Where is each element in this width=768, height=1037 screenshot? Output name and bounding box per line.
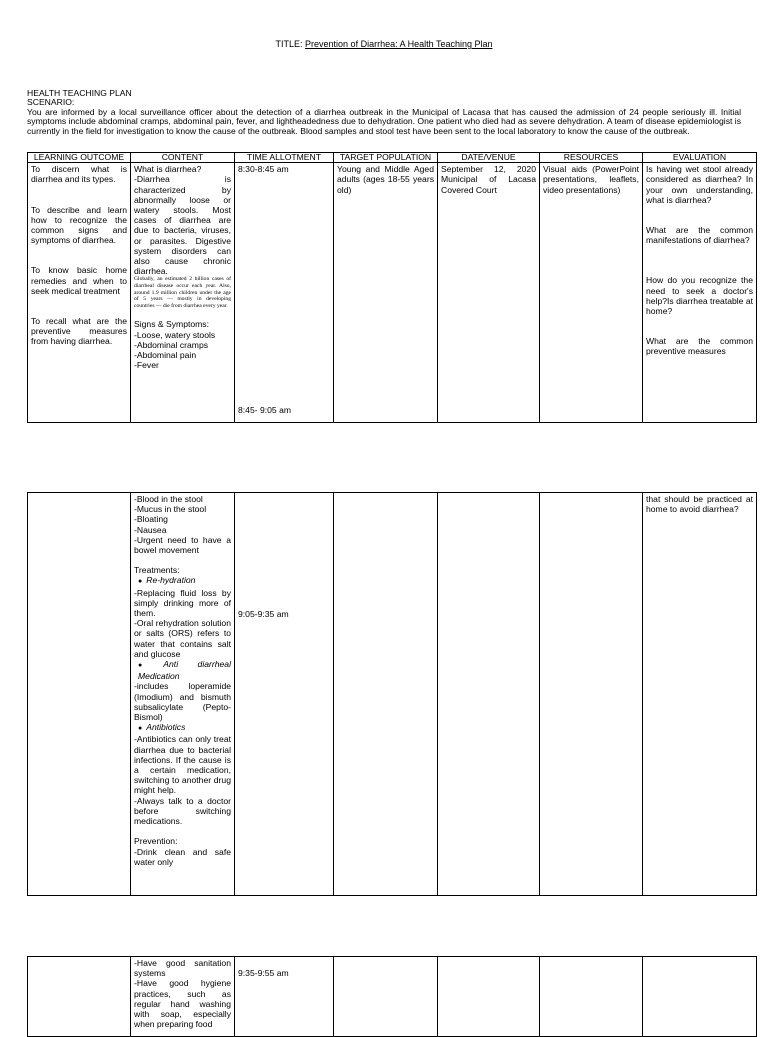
sign-item: -Bloating — [134, 514, 168, 525]
header-target-population: TARGET POPULATION — [334, 153, 438, 163]
learning-outcome-cell — [28, 957, 131, 1037]
sign-item: -Loose, watery stools — [134, 329, 216, 340]
learning-outcome-cell — [28, 493, 131, 896]
teaching-plan-table-page3 — [27, 956, 757, 1037]
header-content: CONTENT — [131, 153, 235, 163]
content-cell — [131, 163, 235, 423]
prevention-item: -Drink clean and safe water only — [134, 846, 231, 867]
title-value: Prevention of Diarrhea: A Health Teaching Plan — [305, 39, 493, 49]
evaluation-cell — [643, 163, 757, 423]
date-venue-cell — [438, 957, 540, 1037]
time-slot: 9:05-9:35 am — [238, 609, 289, 619]
evaluation-item: Is having wet stool already considered as diarrhea? In your own understanding, what is diarrhea? — [646, 164, 753, 205]
intro-section — [27, 89, 741, 136]
sign-item: -Abdominal pain — [134, 350, 197, 361]
teaching-plan-table-page2 — [27, 492, 757, 896]
resources-cell — [540, 493, 643, 896]
sign-item: -Abdominal cramps — [134, 339, 209, 350]
content-definition: -Diarrhea is characterized by abnormally loose or watery stools. Most cases of diarrhea are due to bacteria, viruses, or parasites. Digestive system disorders can also cause chronic diarrhea. — [134, 174, 231, 277]
sign-item: -Blood in the stool — [134, 494, 203, 504]
scenario-label: SCENARIO: — [27, 97, 75, 108]
treatment-text: -Oral rehydration solution or salts (ORS) refers to water that contains salt and glucose — [134, 618, 231, 659]
teaching-plan-table-page1 — [27, 152, 757, 423]
header-resources: RESOURCES — [540, 153, 643, 163]
time-allotment-cell — [235, 493, 334, 896]
content-global-stats: Globally, an estimated 2 billion cases of diarrheal disease occur each year. Also, around 1.9 million children under the age of 5 years — mostly in developing countries — die from diarrhea every year. — [134, 276, 231, 309]
treatments-heading: Treatments: — [134, 565, 180, 576]
time-slot: 8:45- 9:05 am — [238, 405, 292, 416]
evaluation-item: What are the common preventive measures — [646, 336, 753, 357]
bullet-icon: ● — [138, 662, 160, 670]
content-question: What is diarrhea? — [134, 164, 202, 175]
target-population-cell — [334, 957, 438, 1037]
time-allotment-cell — [235, 163, 334, 423]
title-label: TITLE: — [275, 39, 303, 49]
table-row — [28, 957, 757, 1037]
treatment-text: -Antibiotics can only treat diarrhea due to bacterial infections. If the cause is a certain medication, switching to another drug might help. — [134, 734, 231, 796]
treatment-bullet: ● Antibiotics — [138, 722, 186, 733]
content-cell — [131, 493, 235, 896]
table-row — [28, 163, 757, 423]
table-header-row — [28, 153, 757, 163]
evaluation-cell — [643, 957, 757, 1037]
signs-heading: Signs & Symptoms: — [134, 319, 209, 330]
table-row — [28, 493, 757, 896]
learning-outcome-cell — [28, 163, 131, 423]
treatment-text: -Always talk to a doctor before switching medications. — [134, 795, 231, 827]
bullet-icon: ● — [138, 578, 143, 586]
treatment-bullet: ● Re-hydration — [138, 575, 196, 586]
sign-item: -Nausea — [134, 524, 167, 535]
scenario-text: You are informed by a local surveillance officer about the detection of a diarrhea outbreak in the Municipal of Lacasa that has caused the admission of 24 people seriously ill. Initial symptoms include abdominal cramps, abdominal pain, fever, and lightheadedness due to dehydration. One patient who died had as severe dehydration. A team of disease epidemiologist is currently in the field for investigation to know the cause of the outbreak. Blood samples and stool test have been sent to the local laboratory to know the cause of the outbreak. — [27, 106, 741, 136]
sign-item: -Fever — [134, 360, 159, 371]
content-cell: -Have good sanitation systems -Have good hygiene practices, such as regular hand washing with soap, especially when preparing food — [131, 957, 235, 1037]
header-date-venue: DATE/VENUE — [438, 153, 540, 163]
time-allotment-cell — [235, 957, 334, 1037]
sign-item: -Mucus in the stool — [134, 504, 207, 515]
treatment-text: -Replacing fluid loss by simply drinking more of them. — [134, 587, 231, 619]
resources-cell: Visual aids (PowerPoint presentations, leaflets, video presentations) — [540, 163, 643, 423]
header-evaluation: EVALUATION — [643, 153, 757, 163]
time-slot: 8:30-8:45 am — [238, 164, 289, 175]
document-title — [0, 39, 768, 50]
date-venue-cell — [438, 493, 540, 896]
target-population-cell: Young and Middle Aged adults (ages 18-55 years old) — [334, 163, 438, 423]
prevention-heading: Prevention: — [134, 836, 178, 847]
header-time-allotment: TIME ALLOTMENT — [235, 153, 334, 163]
resources-cell — [540, 957, 643, 1037]
treatment-bullet: ● Anti diarrheal Medication — [138, 659, 231, 682]
outcome-item: To know basic home remedies and when to seek medical treatment — [31, 265, 127, 296]
outcome-item: To describe and learn how to recognize the common signs and symptoms of diarrhea. — [31, 204, 127, 246]
time-slot: 9:35-9:55 am — [238, 968, 289, 978]
header-learning-outcome: LEARNING OUTCOME — [28, 153, 131, 163]
sign-item: -Urgent need to have a bowel movement — [134, 534, 231, 556]
outcome-item: To recall what are the preventive measures from having diarrhea. — [31, 316, 127, 347]
evaluation-item: What are the common manifestations of diarrhea? — [646, 225, 753, 246]
evaluation-item: How do you recognize the need to seek a doctor's help?Is diarrhea treatable at home? — [646, 275, 754, 317]
treatment-text: -includes loperamide (Imodium) and bismuth subsalicylate (Pepto-Bismol) — [134, 681, 231, 723]
date-venue-cell: September 12, 2020 Municipal of Lacasa Covered Court — [438, 163, 540, 423]
bullet-icon: ● — [138, 725, 143, 733]
evaluation-cell: that should be practiced at home to avoid diarrhea? — [643, 493, 757, 896]
plan-heading: HEALTH TEACHING PLAN — [27, 88, 132, 98]
target-population-cell — [334, 493, 438, 896]
outcome-item: To discern what is diarrhea and its types. — [31, 164, 127, 185]
